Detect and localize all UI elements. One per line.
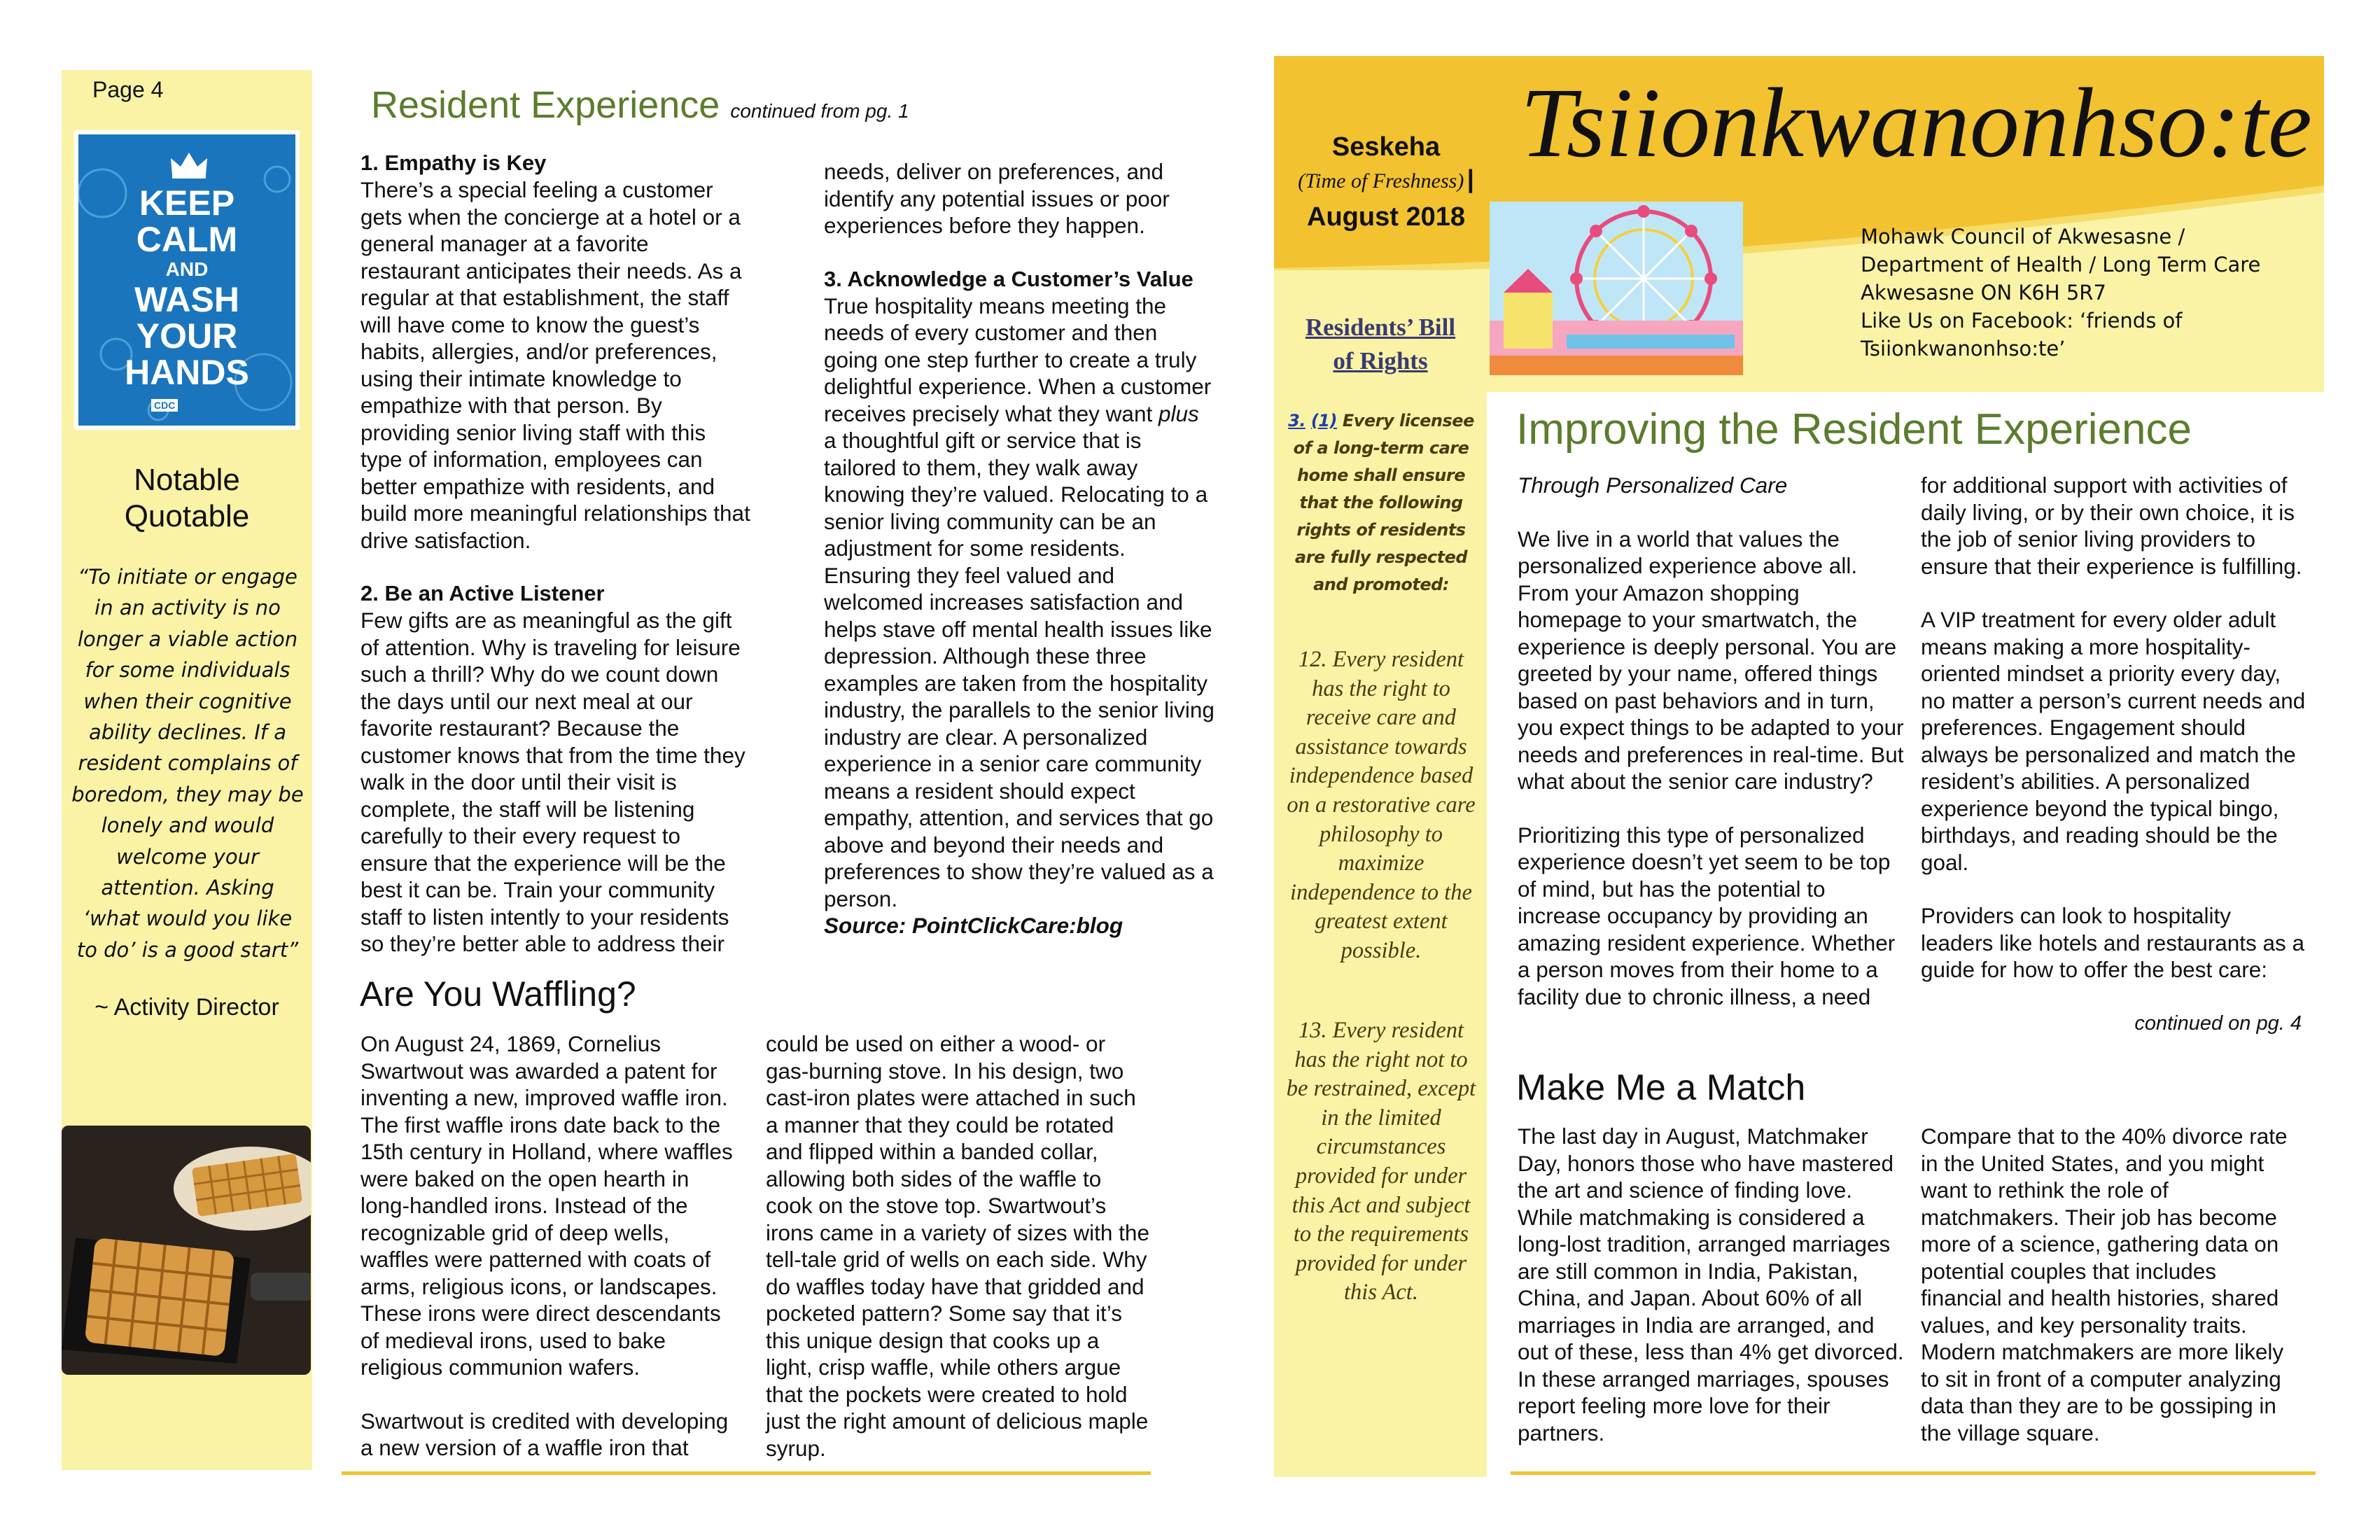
left-page-title bbox=[371, 83, 909, 134]
waffle-col-1 bbox=[360, 1030, 738, 1488]
poster-line: YOUR bbox=[136, 316, 238, 356]
org-line: Department of Health / Long Term Care bbox=[1861, 253, 2261, 276]
value-body-em: plus bbox=[1158, 400, 1199, 426]
cdc-badge: CDC bbox=[151, 399, 178, 412]
quote-text: “To initiate or engage in an activity is no longer a viable action for some individuals when their cognitive ability declines. If a resident complains of boredom, they may be lonely and would welcome your attention. Asking ‘what would you like to do’ is a good start” bbox=[71, 565, 304, 962]
listener-body: Few gifts are as meaningful as the gift of attention. Why is traveling for leisure such a thrill? Why do we count down the days until our next meal at our favorite restaurant? Because the customer knows that from the time they walk in the door until their visit is complete, the staff will be listening carefully to their every request to ensure that the experience will be the best it can be. Train your community staff to listen intently to your residents so they’re better able to address their bbox=[360, 608, 746, 956]
bill-intro bbox=[1282, 407, 1480, 598]
org-line: Like Us on Facebook: ‘friends of bbox=[1861, 309, 2183, 332]
bill-section-ref-b[interactable]: (1) bbox=[1310, 411, 1337, 430]
org-line: Mohawk Council of Akwesasne / bbox=[1861, 225, 2185, 248]
right-subtitle: Through Personalized Care bbox=[1518, 472, 1788, 498]
page-label: Page 4 bbox=[92, 77, 164, 102]
bill-intro-text: Every licensee of a long-term care home shall ensure that the following rights of residents are fully respected and promoted: bbox=[1293, 411, 1474, 594]
org-line: Akwesasne ON K6H 5R7 bbox=[1861, 281, 2106, 304]
quote-heading-line-1: Notable bbox=[134, 463, 240, 497]
waffle-title: Are You Waffling? bbox=[360, 974, 636, 1014]
right-13: 13. Every resident has the right not to be restrained, except in the limited circumstances provided for under this Act and subject to the requirements provided for under this Act. bbox=[1286, 1018, 1476, 1306]
keep-calm-poster bbox=[74, 130, 300, 430]
season-translation: (Time of Freshness) bbox=[1298, 169, 1464, 192]
right-paragraph-5: Providers can look to hospitality leaders like hotels and restaurants as a guide for how to offer the best care: bbox=[1921, 903, 2305, 982]
value-body bbox=[824, 293, 1216, 913]
bill-heading: Residents’ Bill of Rights bbox=[1305, 314, 1456, 374]
right-12: 12. Every resident has the right to receive care and assistance towards independence based on a restorative care philosophy to maximize independence to the greatest extent possible. bbox=[1287, 647, 1476, 963]
waffle-iron-icon bbox=[62, 1126, 311, 1375]
right-paragraph-4: A VIP treatment for every older adult means making a more hospitality-oriented mindset a priority every day, no matter a person’s current needs and preferences. Engagement should always be personalized and match the resident’s abilities. A personalized experience beyond the typical bingo, birthdays, and reading should be the goal. bbox=[1921, 607, 2306, 875]
waffle-paragraph-2: Swartwout is credited with developing a new version of a waffle iron that bbox=[360, 1408, 729, 1460]
ferris-wheel-photo bbox=[1490, 202, 1743, 375]
right-paragraph-3: for additional support with activities of daily living, or by their own choice, it is the job of senior living providers to ensure that their experience is fulfilling. bbox=[1921, 472, 2302, 579]
org-line: Tsiionkwanonhso:te’ bbox=[1861, 337, 2066, 360]
value-body-b: a thoughtful gift or service that is tailored to them, they walk away knowing they’re valued. Relocating to a senior living community can be an adjustment for some residents. Ensuring they feel valued and welcomed increases satisfaction and helps stave off mental health issues like depression. Although these three examples are taken from the hospitality industry, the parallels to the senior living industry are clear. A personalized experience in a senior care community means a resident should expect empathy, attention, and services that go above and beyond their needs and preferences to show they’re valued as a person. bbox=[824, 428, 1214, 911]
match-paragraph-1: The last day in August, Matchmaker Day, honors those who have mastered the art and science of finding love. While matchmaking is considered a long-lost tradition, arranged marriages are still common in India, Pakistan, China, and Japan. About 60% of all marriages in India are arranged, and out of these, less than 4% get divorced. In these arranged marriages, spouses report feeling more love for their partners. bbox=[1518, 1124, 1904, 1446]
org-info bbox=[1861, 223, 2260, 363]
right-page-title: Improving the Resident Experience bbox=[1516, 405, 2192, 454]
waffle-col-2 bbox=[766, 1030, 1151, 1488]
poster-line: AND bbox=[165, 258, 209, 280]
right-col-1 bbox=[1518, 472, 1904, 1037]
poster-line: WASH bbox=[134, 280, 239, 319]
match-paragraph-2: Compare that to the 40% divorce rate in the United States, and you might want to rethink the role of matchmakers. Their job has become more of a science, gathering data on potential couples that includes financial and health histories, shared values, and key personality traits. Modern matchmakers are more likely to sit in front of a computer analyzing data than they are to be gossiping in the village square. bbox=[1921, 1124, 2288, 1446]
right-paragraph-1: We live in a world that values the personalized experience above all. From your Amazon shopping homepage to your smartwatch, the experience is deeply personal. You are greeted by your name, offered things based on past behaviors and in turn, you expect things to be adapted to your needs and preferences in real-time. But what about the senior care industry? bbox=[1518, 526, 1904, 794]
crown-icon bbox=[168, 148, 210, 179]
masthead-title: Tsiionkwanonhso:te bbox=[1520, 67, 2312, 178]
waffle-paragraph-3: could be used on either a wood- or gas-burning stove. In his design, two cast-iron plates were attached in such a manner that they could be rotated and flipped within a banded collar, allowing both sides of the waffle to cook on the stove top. Swartwout’s irons came in a variety of sizes with the tell-tale grid of wells on each side. Why do waffles today have that gridded and pocketed pattern? Some say that it’s this unique design that cooks up a light, crisp waffle, while others argue that the pockets were created to hold just the right amount of delicious maple syrup. bbox=[766, 1031, 1149, 1461]
empathy-body: There’s a special feeling a customer gets when the concierge at a hotel or a general manager at a favorite restaurant anticipates their needs. As a regular at that establishment, the staff will have come to know the guest’s habits, allergies, and/or preferences, using their intimate knowledge to empathize with that person. By providing senior living staff with this type of information, employees can better empathize with residents, and build more meaningful relationships that drive satisfaction. bbox=[360, 177, 750, 553]
match-col-1 bbox=[1518, 1123, 1904, 1473]
quote-author: ~ Activity Director bbox=[94, 994, 279, 1021]
right-bottom-rule bbox=[1511, 1471, 2316, 1475]
continued-note: continued on pg. 4 bbox=[2134, 1011, 2302, 1035]
ferris-wheel-icon bbox=[1490, 202, 1743, 375]
match-title: Make Me a Match bbox=[1516, 1068, 1806, 1108]
left-page-title-text: Resident Experience bbox=[371, 84, 720, 126]
waffle-paragraph-1: On August 24, 1869, Cornelius Swartwout was awarded a patent for inventing a new, improved waffle iron. The first waffle irons date back to the 15th century in Holland, where waffles were baked on the open hearth in long-handled irons. Instead of the recognizable grid of deep wells, waffles were patterned with coats of arms, religious icons, or landscapes. These irons were direct descendants of medieval irons, used to bake religious communion wafers. bbox=[360, 1031, 733, 1380]
listener-body-cont: needs, deliver on preferences, and identify any potential issues or poor experiences before they happen. bbox=[824, 159, 1170, 238]
season-label: Seskeha bbox=[1331, 132, 1441, 162]
issue-date: August 2018 bbox=[1307, 202, 1465, 232]
right-col-2 bbox=[1921, 472, 2307, 1037]
listener-heading: 2. Be an Active Listener bbox=[360, 581, 605, 606]
season-translation-line bbox=[1281, 164, 1491, 200]
value-body-a: True hospitality means meeting the needs of every customer and then going one step further to create a truly delightful experience. When a customer receives precisely what they want bbox=[824, 293, 1212, 426]
quote-heading bbox=[62, 462, 312, 535]
right-paragraph-2: Prioritizing this type of personalized experience doesn’t yet seem to be top of mind, but has the potential to increase occupancy by providing an amazing resident experience. Whether a person moves from their home to a facility due to chronic illness, a need bbox=[1518, 822, 1896, 1009]
left-page-title-note: continued from pg. 1 bbox=[730, 100, 909, 122]
value-heading: 3. Acknowledge a Customer’s Value bbox=[824, 266, 1194, 291]
masthead-date-block bbox=[1281, 130, 1491, 234]
quote-heading-line-2: Quotable bbox=[124, 499, 250, 533]
left-col-1 bbox=[360, 150, 752, 984]
poster-line: CALM bbox=[136, 220, 238, 259]
left-bottom-rule bbox=[342, 1471, 1151, 1475]
poster-line: KEEP bbox=[139, 183, 235, 223]
left-col-2 bbox=[824, 158, 1216, 939]
waffle-photo bbox=[62, 1126, 311, 1375]
match-col-2 bbox=[1921, 1123, 2299, 1473]
empathy-heading: 1. Empathy is Key bbox=[360, 150, 547, 175]
season-separator: | bbox=[1466, 164, 1474, 193]
source-line: Source: PointClickCare:blog bbox=[824, 913, 1124, 938]
poster-line: HANDS bbox=[125, 353, 249, 392]
bill-section-ref-a[interactable]: 3. bbox=[1288, 411, 1306, 430]
